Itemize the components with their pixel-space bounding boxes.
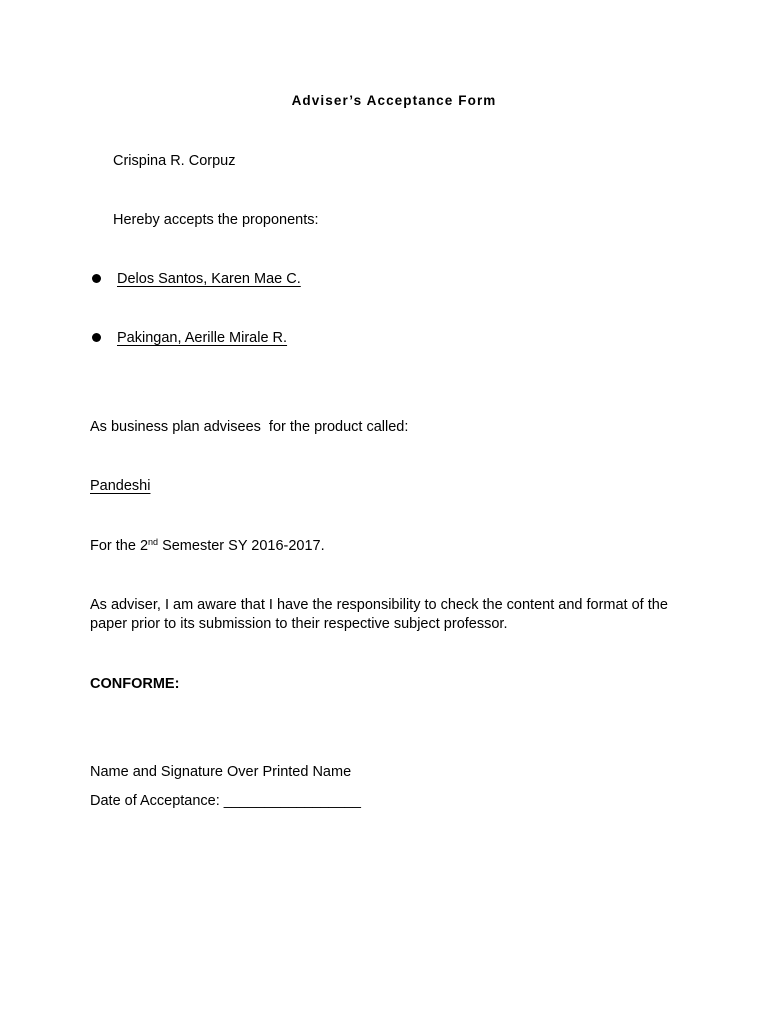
proponent-name: Pakingan, Aerille Mirale R. [117,330,288,346]
accepts-text: Hereby accepts the proponents: [113,212,319,228]
adviser-name: Crispina R. Corpuz [113,153,236,169]
form-title: Adviser’s Acceptance Form [291,93,497,108]
responsibility-paragraph: As adviser, I am aware that I have the responsibility to check the content and format of the paper prior to its submission to their respective subject professor. [90,597,668,632]
product-name: Pandeshi [90,478,151,494]
bullet-icon [92,333,101,342]
bullet-icon [92,274,101,283]
conforme-label: CONFORME: [90,676,180,692]
date-of-acceptance-field: Date of Acceptance: _________________ [90,793,361,809]
semester-rest: Semester SY 2016-2017. [158,538,325,554]
semester-prefix: For the 2 [90,538,149,554]
semester-line [90,537,325,555]
proponent-name: Delos Santos, Karen Mae C. [117,271,301,287]
advisees-text: As business plan advisees for the product called: [90,419,409,435]
semester-ordinal-suffix: nd [148,537,159,547]
signature-label: Name and Signature Over Printed Name [90,764,352,780]
